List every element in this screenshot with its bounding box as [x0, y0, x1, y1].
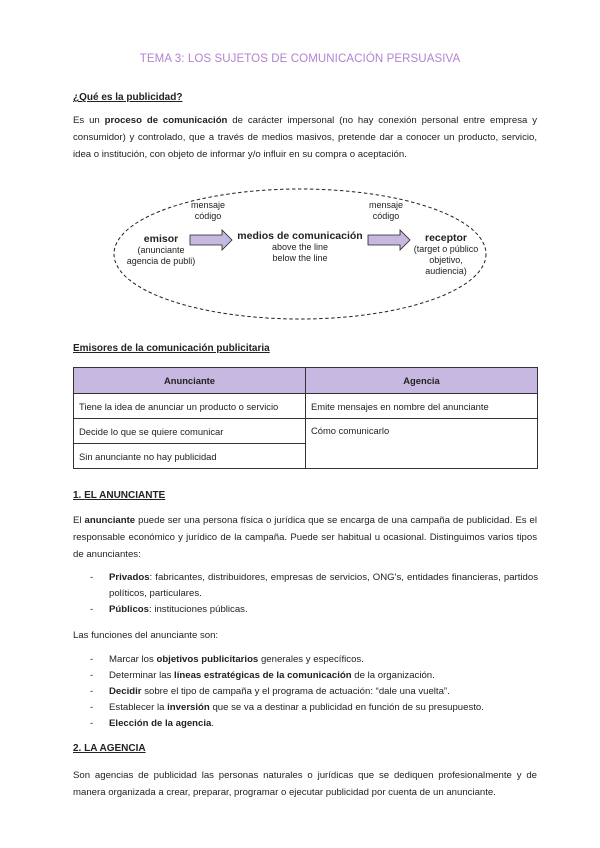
communication-diagram [110, 186, 490, 328]
list-item [90, 652, 538, 668]
table-header-row [74, 368, 538, 394]
receptor-node [406, 233, 486, 277]
list-dash: - [90, 654, 94, 665]
text-run: El [73, 515, 85, 526]
emisor-sub: (anunciante [137, 245, 185, 255]
text-run: generales y específicos. [258, 654, 364, 665]
receptor-sub: objetivo, [429, 255, 463, 265]
text-run: Es un [73, 115, 105, 126]
table-row [74, 419, 538, 444]
heading-emisores: Emisores de la comunicación publicitaria [73, 343, 270, 354]
bold-term: objetivos publicitarios [156, 654, 259, 665]
text-run: sobre el tipo de campaña y el programa de actuación: “dale una vuelta”. [141, 686, 450, 697]
table-row [74, 394, 538, 419]
table-cell: Sin anunciante no hay publicidad [74, 444, 306, 469]
page-title: TEMA 3: LOS SUJETOS DE COMUNICACIÓN PERSUASIVA [139, 53, 461, 65]
receptor-title: receptor [424, 232, 467, 244]
right-arrow-label [356, 200, 416, 222]
text-run: Determinar las [109, 670, 175, 681]
medios-sub: above the line [271, 242, 329, 252]
bold-term: Públicos [109, 604, 149, 615]
label-codigo: código [372, 211, 400, 221]
bold-term: anunciante [84, 515, 136, 526]
list-dash: - [90, 604, 94, 615]
list-item [90, 700, 538, 716]
emisor-sub: agencia de publi) [126, 256, 196, 266]
heading-anunciante: 1. EL ANUNCIANTE [73, 490, 166, 501]
anunciante-types-list [90, 570, 538, 618]
list-dash: - [90, 686, 94, 697]
emisor-title: emisor [143, 233, 179, 245]
bold-term: Decidir [109, 686, 142, 697]
medios-title: medios de comunicación [237, 230, 363, 242]
list-dash: - [90, 702, 94, 713]
bold-term: líneas estratégicas de la comunicación [174, 670, 352, 681]
receptor-sub: audiencia) [425, 266, 467, 276]
left-arrow-label [178, 200, 238, 222]
medios-node [232, 231, 368, 264]
paragraph-agencia: Son agencias de publicidad las personas naturales o jurídicas que se dediquen profesionalmente y de manera organizada a crear, preparar, programar o ejecutar publicidad por cuenta de un anunciante. [73, 770, 537, 798]
table-cell: Decide lo que se quiere comunicar [74, 419, 306, 444]
list-dash: - [90, 670, 94, 681]
list-dash: - [90, 572, 94, 583]
list-item [90, 570, 538, 602]
medios-sub: below the line [272, 253, 328, 263]
text-run: de carácter impersonal (no hay conexión personal entre empresa y consumidor) y controlado, que a través de medios masivos, pretende dar a conocer un producto, servicio, idea o institución, con objeto de informar y/o influir en su compra o aceptación. [73, 115, 537, 160]
heading-agencia: 2. LA AGENCIA [73, 743, 146, 754]
text-run: Marcar los [109, 654, 157, 665]
bold-term: proceso de comunicación [104, 115, 228, 126]
list-item [90, 668, 538, 684]
text-run: que se va a destinar a publicidad en función de su presupuesto. [209, 702, 484, 713]
text-run: . [211, 718, 215, 729]
list-dash: - [90, 718, 94, 729]
table-header-agencia: Agencia [306, 368, 538, 394]
bold-term: Elección de la agencia [109, 718, 212, 729]
bold-term: Privados [109, 572, 150, 583]
list-item [90, 602, 538, 618]
receptor-sub: (target o público [413, 244, 479, 254]
text-run: puede ser una persona física o jurídica que se encarga de una campaña de publicidad. Es el responsable económico y jurídico de la campaña. Puede ser habitual u ocasional. Distinguimos varios tipos de anunciantes: [73, 515, 537, 560]
label-mensaje: mensaje [368, 200, 404, 210]
paragraph-functions-intro: Las funciones del anunciante son: [73, 630, 219, 641]
table-cell: Cómo comunicarlo [306, 419, 538, 469]
arrow-medios-receptor [368, 230, 410, 250]
text-run: : instituciones públicas. [148, 604, 248, 615]
paragraph-anunciante [73, 512, 537, 563]
paragraph-definicion-publicidad [73, 112, 537, 163]
label-codigo: código [194, 211, 222, 221]
heading-que-es-publicidad: ¿Qué es la publicidad? [73, 92, 183, 103]
emisores-table [73, 367, 538, 469]
text-run: Establecer la [109, 702, 168, 713]
label-mensaje: mensaje [190, 200, 226, 210]
list-item [90, 716, 538, 732]
anunciante-functions-list [90, 652, 538, 732]
text-run: de la organización. [351, 670, 435, 681]
text-run: : fabricantes, distribuidores, empresas de servicios, ONG's, entidades financieras, partidos políticos, particulares. [109, 572, 538, 599]
table-cell: Tiene la idea de anunciar un producto o servicio [74, 394, 306, 419]
list-item [90, 684, 538, 700]
bold-term: inversión [167, 702, 210, 713]
table-header-anunciante: Anunciante [74, 368, 306, 394]
emisor-node [122, 234, 200, 267]
table-cell: Emite mensajes en nombre del anunciante [306, 394, 538, 419]
